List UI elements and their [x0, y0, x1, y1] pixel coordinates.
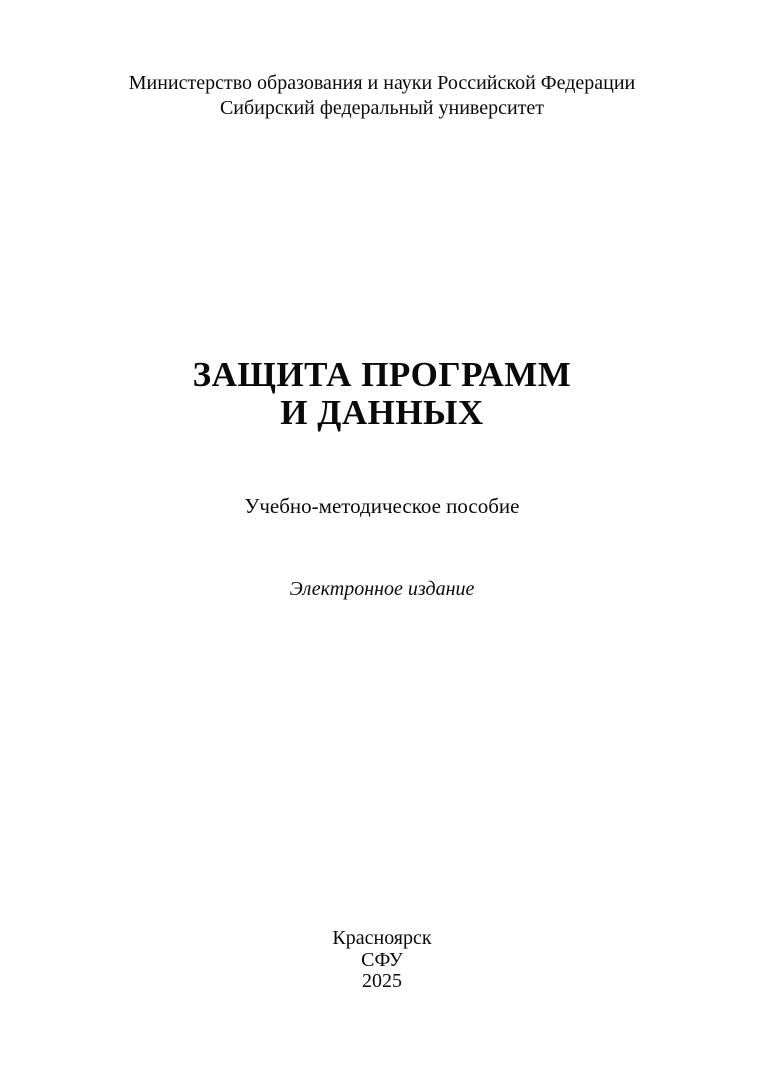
ministry-line: Министерство образования и науки Российской Федерации	[128, 72, 636, 94]
imprint-year: 2025	[362, 970, 402, 992]
book-subtitle: Учебно-методическое пособие	[244, 494, 520, 518]
publisher-header	[0, 71, 764, 121]
edition-note: Электронное издание	[289, 578, 475, 600]
university-line: Сибирский федеральный университет	[219, 97, 545, 119]
imprint	[0, 928, 764, 993]
imprint-publisher: СФУ	[361, 948, 403, 971]
book-title-line-2: И ДАННЫХ	[280, 393, 484, 432]
book-title	[0, 356, 764, 432]
book-title-line-1: ЗАЩИТА ПРОГРАММ	[192, 355, 572, 394]
imprint-city: Красноярск	[332, 927, 432, 949]
